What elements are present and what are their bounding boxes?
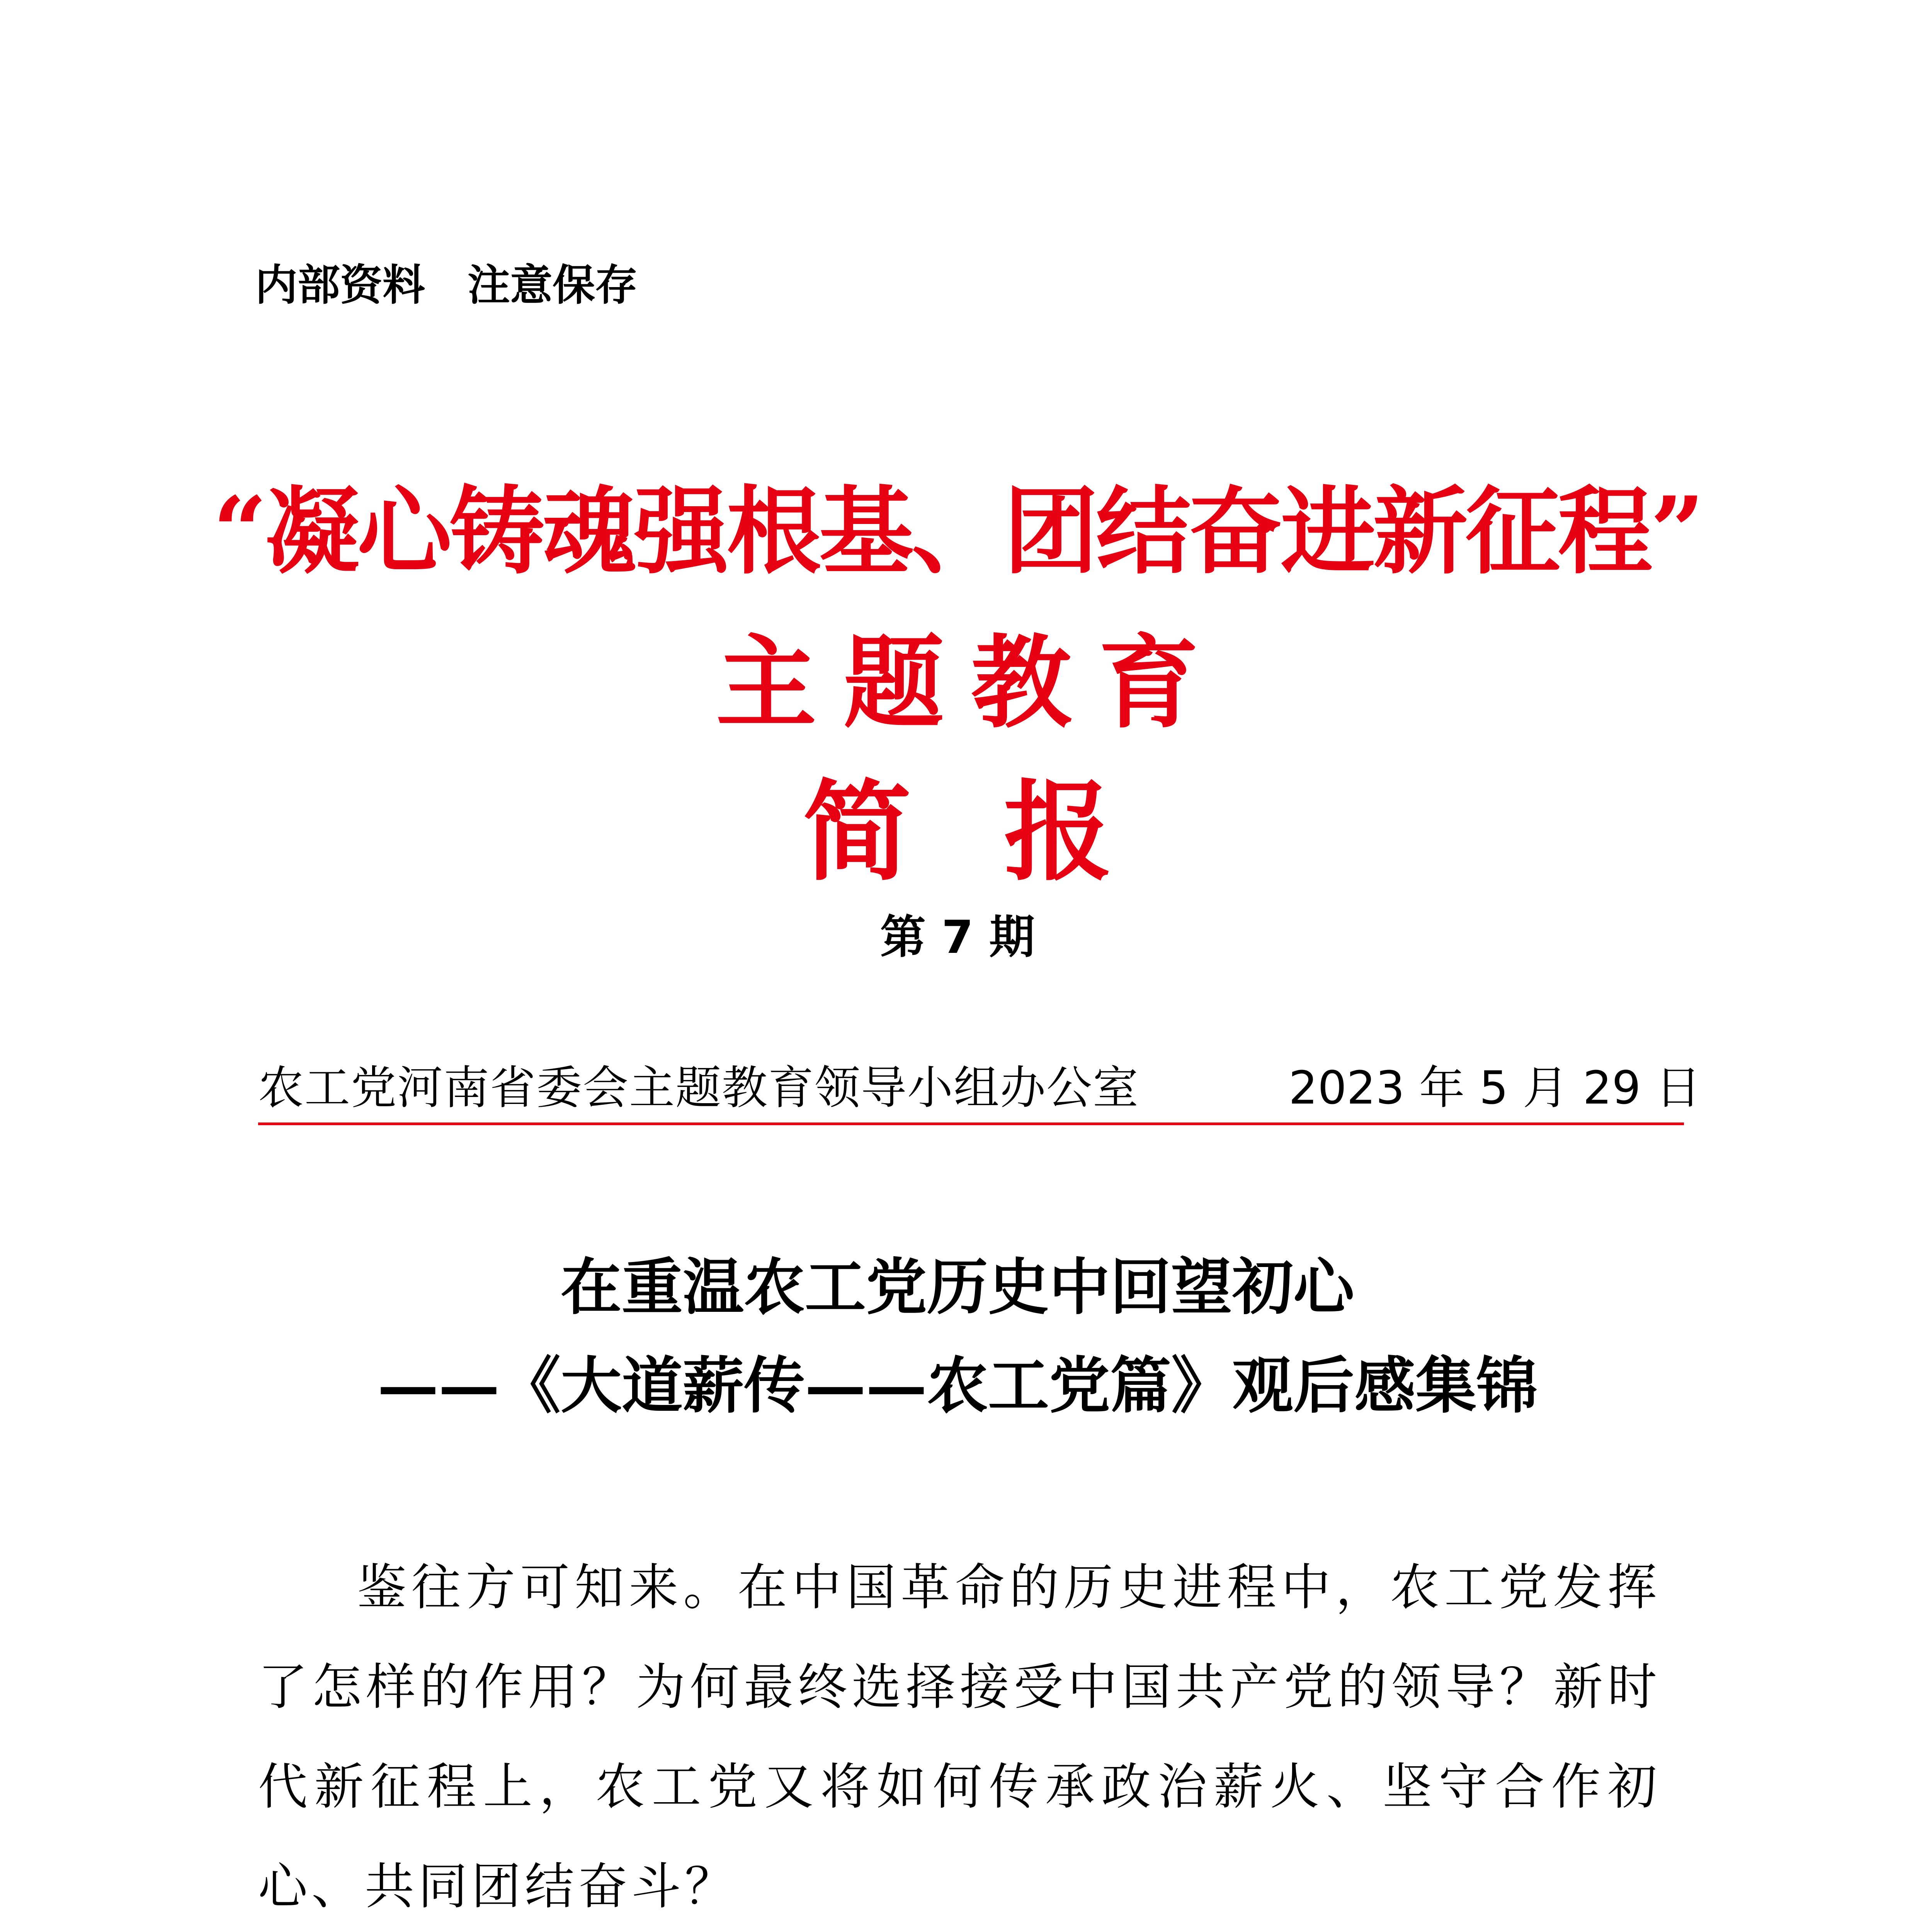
issue-date: 2023 年 5 月 29 日 — [1289, 1061, 1701, 1114]
issuing-organization: 农工党河南省委会主题教育领导小组办公室 — [258, 1061, 1139, 1114]
article-body — [258, 1538, 1661, 1932]
article-title: 在重温农工党历史中回望初心 — [561, 1252, 1354, 1323]
masthead-bulletin-label: 简报 — [803, 769, 1205, 896]
red-divider-line — [258, 1122, 1684, 1125]
issue-number: 第 7 期 — [880, 910, 1035, 964]
article-subtitle: ——《大道薪传——农工党篇》观后感集锦 — [378, 1350, 1537, 1422]
confidential-label: 内部资料 注意保存 — [255, 260, 638, 310]
masthead-subtitle: 主题教育 — [716, 624, 1226, 742]
paragraph: 鉴往方可知来。在中国革命的历史进程中，农工党发挥了怎样的作用？为何最终选择接受中国共产党的领导？新时代新征程上，农工党又将如何传承政治薪火、坚守合作初心、共同团结奋斗？ — [258, 1559, 1661, 1915]
masthead-theme-title: “凝心铸魂强根基、团结奋进新征程” — [213, 476, 1702, 587]
